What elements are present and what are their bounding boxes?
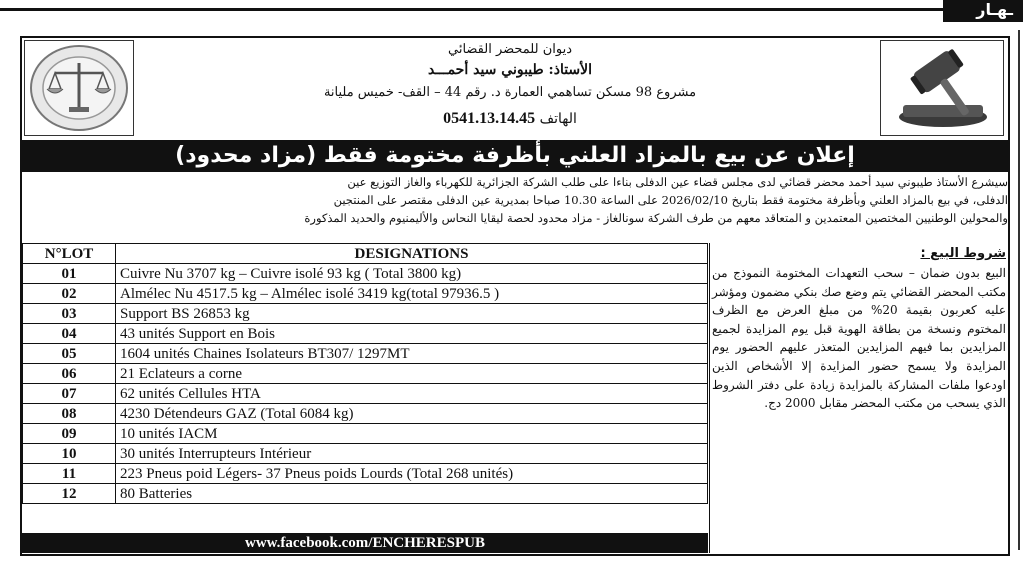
lot-column-header: N°LOT <box>23 244 116 264</box>
facebook-link[interactable]: www.facebook.com/ENCHERESPUB <box>22 533 708 553</box>
intro-line-1: سيشرع الأستاذ طيبوني سيد أحمد محضر قضائي لدى مجلس قضاء عين الدفلى بناءا على طلب الشركة الجزائرية للكهرباء والغاز التوزيع عين <box>347 175 1008 189</box>
table-row <box>23 304 708 324</box>
table-row <box>23 324 708 344</box>
auction-banner: إعلان عن بيع بالمزاد العلني بأظرفة مختومة فقط (مزاد محدود) <box>22 140 1008 172</box>
section-tab: ـهـار <box>943 0 1023 22</box>
lot-number: 03 <box>23 304 116 324</box>
lot-designation: 4230 Détendeurs GAZ (Total 6084 kg) <box>116 404 708 424</box>
table-row <box>23 344 708 364</box>
phone-line <box>140 110 880 128</box>
table-row <box>23 404 708 424</box>
lot-number: 09 <box>23 424 116 444</box>
lot-number: 01 <box>23 264 116 284</box>
lots-table <box>22 243 708 504</box>
conditions-title: شروط البيع : <box>920 246 1006 261</box>
table-row <box>23 264 708 284</box>
column-rule <box>1018 30 1020 550</box>
lot-number: 07 <box>23 384 116 404</box>
table-row <box>23 284 708 304</box>
lot-designation: 30 unités Interrupteurs Intérieur <box>116 444 708 464</box>
lot-number: 04 <box>23 324 116 344</box>
lot-designation: 43 unités Support en Bois <box>116 324 708 344</box>
column-divider <box>709 243 710 553</box>
lot-designation: Cuivre Nu 3707 kg – Cuivre isolé 93 kg ( Total 3800 kg) <box>116 264 708 284</box>
designation-column-header: DESIGNATIONS <box>116 244 708 264</box>
lot-number: 02 <box>23 284 116 304</box>
table-row <box>23 384 708 404</box>
intro-line-3: والمحولين الوطنيين المختصين المعتمدين و المتعاقد معهم من طرف الشركة سونالغاز - مزاد محدود لحصة ليقايا النحاس والأليمنيوم والحديد المذكورة <box>304 211 1008 225</box>
lot-number: 10 <box>23 444 116 464</box>
table-row <box>23 364 708 384</box>
phone-number: 0541.13.14.45 <box>443 110 536 127</box>
table-row <box>23 444 708 464</box>
lot-designation: Almélec Nu 4517.5 kg – Almélec isolé 3419 kg(total 97936.5 ) <box>116 284 708 304</box>
justice-seal-logo <box>24 40 134 136</box>
conditions-body: البيع بدون ضمان – سحب التعهدات المختومة النموذج من مكتب المحضر القضائي يتم وضع صك بنكي مضمون ومؤشر عليه كعربون بقيمة 20% من مبلغ العرض مع الظرف المختوم ونسخة من بطاقة الهوية قبل يوم المزايدة لجميع المزايدين بما فيهم المزايدين المتعذر عليهم الحضور يوم المزايدة ولا يسمح حضور المزايدة إلا الأشخاص الذين اودعوا ملفات المشاركة بالمزايدة زيادة على دفتر الشروط الذي يسحب من مكتب المحضر مقابل 2000 دج. <box>712 266 1006 411</box>
office-address: مشروع 98 مسكن تساهمي العمارة د. رقم 44 – القف- خميس مليانة <box>323 85 697 100</box>
top-rule <box>0 8 1023 11</box>
lot-designation: 80 Batteries <box>116 484 708 504</box>
lot-number: 12 <box>23 484 116 504</box>
gavel-logo <box>880 40 1004 136</box>
phone-label: الهاتف <box>539 111 577 127</box>
lot-designation: 10 unités IACM <box>116 424 708 444</box>
lot-designation: 223 Pneus poid Légers- 37 Pneus poids Lourds (Total 268 unités) <box>116 464 708 484</box>
lot-designation: 21 Eclateurs a corne <box>116 364 708 384</box>
lot-designation: 1604 unités Chaines Isolateurs BT307/ 1297MT <box>116 344 708 364</box>
table-header-row <box>23 244 708 264</box>
table-row <box>23 484 708 504</box>
lot-number: 08 <box>23 404 116 424</box>
office-title: ديوان للمحضر القضائي <box>447 42 572 57</box>
table-row <box>23 424 708 444</box>
bailiff-name: الأستاذ: طيبوني سيد أحمـــد <box>427 62 593 78</box>
lot-number: 05 <box>23 344 116 364</box>
table-row <box>23 464 708 484</box>
lot-number: 11 <box>23 464 116 484</box>
lot-number: 06 <box>23 364 116 384</box>
intro-line-2: الدفلى، في بيع بالمزاد العلني وبأظرفة مختومة فقط بتاريخ 2026/02/10 على الساعة 10.30 صباحا بمديرية عين الدفلى مقتصر على المنتجين <box>333 193 1008 207</box>
lot-designation: 62 unités Cellules HTA <box>116 384 708 404</box>
lot-designation: Support BS 26853 kg <box>116 304 708 324</box>
